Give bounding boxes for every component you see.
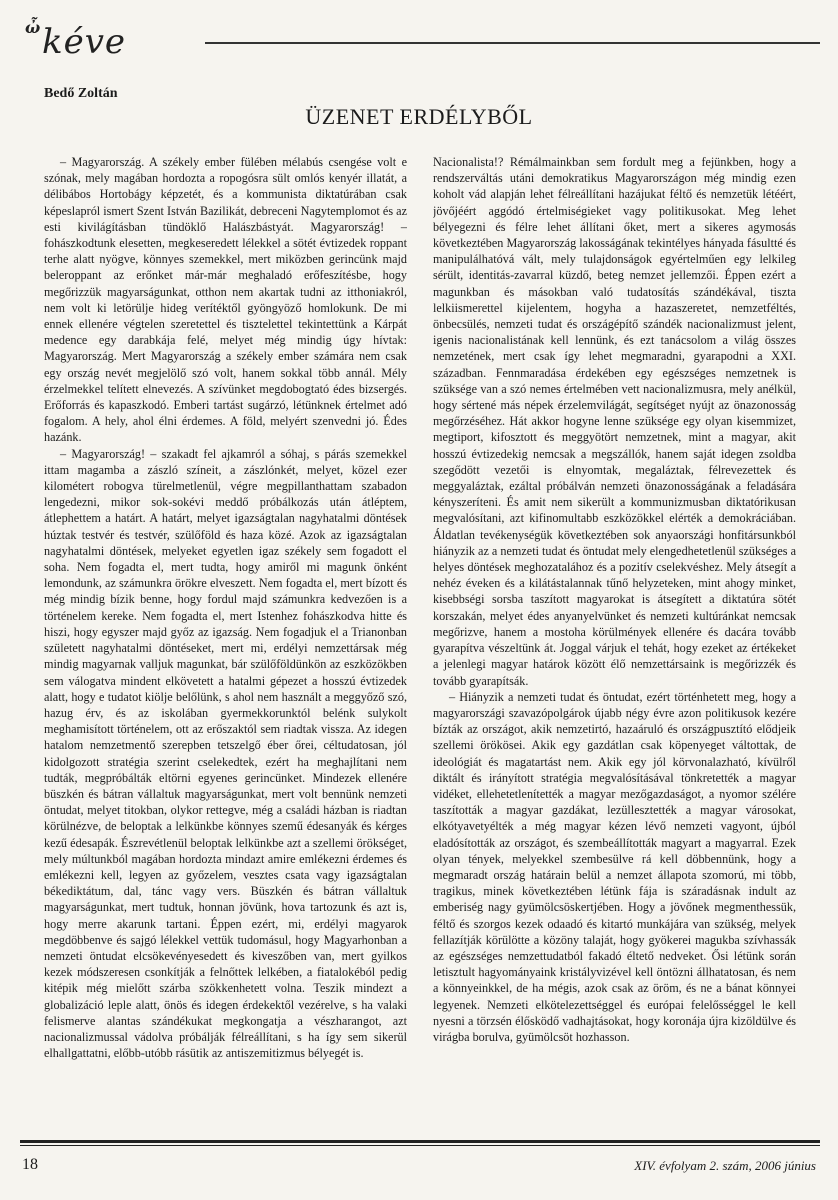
article-title — [0, 104, 838, 130]
masthead-divider — [205, 42, 820, 44]
footer-divider-thin — [20, 1145, 820, 1146]
left-column — [44, 154, 407, 1114]
article-author: Bedő Zoltán — [44, 86, 118, 101]
logo-mark: ὦ — [25, 18, 41, 37]
paragraph: Nacionalista!? Rémálmainkban sem fordult meg a fejünkben, hogy a rendszerváltás utáni demokratikus Magyarországon még mindig ezen koholt vád alapján lehet félreállítani hazájukat féltő és nemzetük létéért, jövőjéért aggódó értelmiségieket vagy politikusokat. Meg lehet bélyegezni és félre lehet állítani őket, mert a sikeres agymosás következtében Magyarország lakosságának tekintélyes hányada fásultté és manipulálhatóvá vált, mely tulajdonságok egyértelműen egy lelkileg sérült, identitás-zavarral küzdő, beteg nemzet jellemzői. Éppen ezért a magunkban és másokban való tudatosítás szándékával, tiszta lelkiismerettel kijelentem, hogyha a hazaszeretet, nemzetféltés, önbecsülés, nemzeti tudat és országépítő szándék nacionalizmust jelent, igenis nacionalistának kell lennünk, és ezt tanácsolom a világ összes nemzetének, mert csak így lehet megmaradni, gyarapodni a XXI. században. Fennmaradása érdekében egy egészséges nemzetnek is szüksége van a szó nemes értelmében vett nacionalizmusra, mely anélkül, hogy sértené más népek érzelemvilágát, segítséget nyújt az önazonosság megőrzéséhez. Hát akkor hogyne lenne szüksége egy olyan kisemmizet, megtiport, kifosztott és meggyötört nemzetnek, mint a magyar, akit hosszú évtizedekig nemcsak a megszállók, hanem saját idegen zsoldba szegődött vezetői is elnyomtak, megaláztak, félrevezettek és meggyaláztak, ezáltal próbálván nemzeti önazonosságának a feladására kényszeríteni. És amit nem sikerült a kommunizmusban diktatórikusan megvalósítani, azt kifinomultabb eszközökkel elérték a demokráciában. Áldatlan tevékenységük következtében sok anyaországi honfitársunkból hiányzik az a nemzeti tudat és öntudat mely elengedhetetlenül szükséges a helyes döntések meghozatalához és a pozitív cselekvéshez. Mely átsegít a nehéz éveken és a kilátástalannak tűnő helyzeteken, mint ahogy minket, kisebbségi sorsba taszított magyarokat is átsegített a diktatúra sötét korszakán, melyet édes anyanyelvünket és nemzeti kultúránkat nemcsak megőrizve, hanem a mostoha körülmények ellenére és dacára tovább gyarapítva vészeltünk át. Joggal várjuk el tehát, hogy ezeket az értékeket a jelenlegi magyar határok között élő nemzettársaink is megőrizzék és tovább gyarapítsák. — [433, 155, 796, 688]
masthead — [20, 16, 820, 62]
footer-divider — [20, 1140, 820, 1143]
article-body — [44, 154, 796, 1114]
paragraph: – Magyarország. A székely ember fülében mélabús csengése volt e szónak, mely magában hordozta a ropogósra sült omlós kenyér illatát, a délibábos Hortobágy képzetét, és a kommunista diktatúrában csak képeslapról ismert Szent István Bazilikát, debreceni Nagytemplomot és az esti kivilágításban tündöklő Halászbástyát. Magyarország! – fohászkodtunk elesetten, megkeseredett lélekkel a sötét évtizedek roppant terhe alatt nyögve, könnyes szemekkel, mert miközben gerincünk majd beleroppant az erőnket már-már meghaladó erőfeszítésbe, hogy megőrizzük magyarságunkat, otthon nem akartak tudni az itthoniakról, nem volt ki letörülje hideg verítéktől gyöngyöző homlokunk. De mi ennek ellenére végtelen szeretettel és tisztelettel tekintettünk a Kárpát medence egy darabkája felé, melyet még mindig úgy hívtak: Magyarország. Mert Magyarország a székely ember számára nem csak egy ország nevét megjelölő szó volt, hanem sokkal több annál. Mély érzelmekkel telített elnevezés. A szívünket megdobogtató édes bizsergés. Erőforrás és kapaszkodó. Emberi tartást sugárzó, létünknek értelmet adó fogalom. A hely, ahol élni érdemes. A föld, melyért szenvedni jó. Édes hazánk. — [44, 155, 407, 445]
article-title-text: ÜZENET ERDÉLYBŐL — [305, 104, 533, 129]
page-number: 18 — [22, 1156, 38, 1173]
magazine-logo: kéve — [42, 22, 127, 62]
paragraph: – Hiányzik a nemzeti tudat és öntudat, ezért történhetett meg, hogy a magyarországi szavazópolgárok újabb négy évre azon politikusok kezére bízták az országot, akik nemzetirtó, hazaáruló és országpusztító elődjeik szellemi örökösei. Akik egy gazdátlan csak köpenyeget váltottak, de ideológiát és magatartást nem. Akik egy jól körvonalazható, kívülről diktált és irányított stratégia megvalósításával tönkretették a magyar vidéket, ellehetetlenítették a magyar mezőgazdaságot, a nyomor szélére taszították a magyar gazdákat, lezüllesztették a magyar városokat, elkótyavetyélték a még magyar kézen lévő nemzeti vagyont, újból eladósították az országot, és szembeállították magyart a magyarral. Ezek olyan tények, melyekkel szembesülve rá kell döbbennünk, hogy a megmaradt ország határain belül a nemzet állapota szomorú, mi több, tragikus, minek következtében létünk fája is száradásnak indult az emberiség nagy gyümölcsöskertjében. Hogy a jövőnek megmenthessük, féltő és szorgos kezek odaadó és kitartó munkájára van szükség, melyek fellazítják körülötte a közöny talaját, hogy gyökerei magukba szívhassák az egészséges nemzettudatból fakadó éltető nedveket. Ősi létünk során letisztult hagyományaink kristályvizével kell öntözni állhatatosan, és nem a könnyeinkkel, de ha mégis, azok csak az öröm, és ne a bánat könnyei legyenek. Nemzeti elkötelezettséggel és európai felelősséggel le kell nyesni a törzsén élősködő vadhajtásokat, hogy koronája újra kizöldülve és virágba borulva, gyümölcsöt hozhasson. — [433, 689, 796, 1044]
issue-info: XIV. évfolyam 2. szám, 2006 június — [634, 1158, 816, 1173]
paragraph: – Magyarország! – szakadt fel ajkamról a sóhaj, s párás szemekkel ittam magamba a zászló színeit, a zászlónkét, melyet, közel ezer kilométert robogva türelmetlenül, végre megpillanthattam szabadon lengedezni, mikor sok-sokévi meddő próbálkozás után átléptem, átlephettem a határt. A határt, melyet igazságtalan nagyhatalmi döntések húztak testvér és testvér, szülőföld és haza közé. Azok az igazságtalan nagyhatalmi döntések, melyeket egyetlen igaz székely sem fogadott el soha. Nem fogadta el, mert tudta, hogy amiről mi magunk önként lemondunk, az számunkra örökre elveszett. Nem fogadta el, mert bízott és még mindig bízik benne, hogy fordul majd számunkra kedvezően is a történelem kereke. Nem fogadta el, mert Istenhez fohászkodva hitte és hiszi, hogy egyszer majd győz az igazság. Nem fogadjuk el a Trianonban született nagyhatalmi döntéseket, mert mi, erdélyi nemzettársak még mindig magyarnak valljuk magunkat, bár szülőföldünkön az eszközökben sem válogatva mindent elkövetett a hatalmi gépezet a hosszú évtizedek alatt, hogy e tudatot kiölje belőlünk, s ahol nem használt a meggyőző szó, hazug érv, és az iskolában gyermekkorunktól belénk sulykolt meghamisított történelem, ott az erőszaktól sem riadtak vissza. Az idegen hatalom nemzetmentő szerepben tetszelgő éber őrei, céltudatosan, jól kidolgozott stratégia szerint cselekedtek, ezért ha meghajlítani nem tudták, megpróbálták eltörni egyenes gerincünket. Mindezek ellenére büszkén és bátran vállaltuk magyarságunkat, mert volt bennünk nemzeti öntudat, melyet titokban, olykor rettegve, még a családi házban is riadtan körülnézve, de beloptak a lelkünkbe könnyes szemű édesanyák és kérges kezű édesapák. Észrevétlenül beloptak lelkünkbe azt a szellemi örökséget, mely múltunkból magában hordozta mindazt amire emlékezni érdemes és emlékezni kell, legyen az győzelem, vesztes csata vagy igazságtalan békediktátum, dal, tánc vagy vers. Büszkén és bátran vállaltuk magyarságunkat, mert tudtuk, honnan jövünk, hova tartozunk és azt is, hogy merre akarunk tartani. Éppen ezért, mi, erdélyi magyarok megdöbbenve és sajgó lélekkel vettük tudomásul, hogy Magyarhonban a nemzeti öntudat elcsökevényesedett és kiveszőben van, mert gyilkos kezek módszeresen csonkítják a felnőttek lelkében, a fiatalokéból pedig kitépik még mielőtt szárba szökkenhetett volna. Teszik mindezt a globalizáció leple alatt, önös és idegen érdekektől vezérelve, s ha valaki felismerve alantas szándékukat megkongatja a vészharangot, azt nacionalizmussal vádolva próbálják félreállítani, s ha így sem sikerül elhallgattatni, előbb-utóbb rásütik az antiszemitizmus bélyegét is. — [44, 446, 407, 1061]
right-column — [433, 154, 796, 1114]
